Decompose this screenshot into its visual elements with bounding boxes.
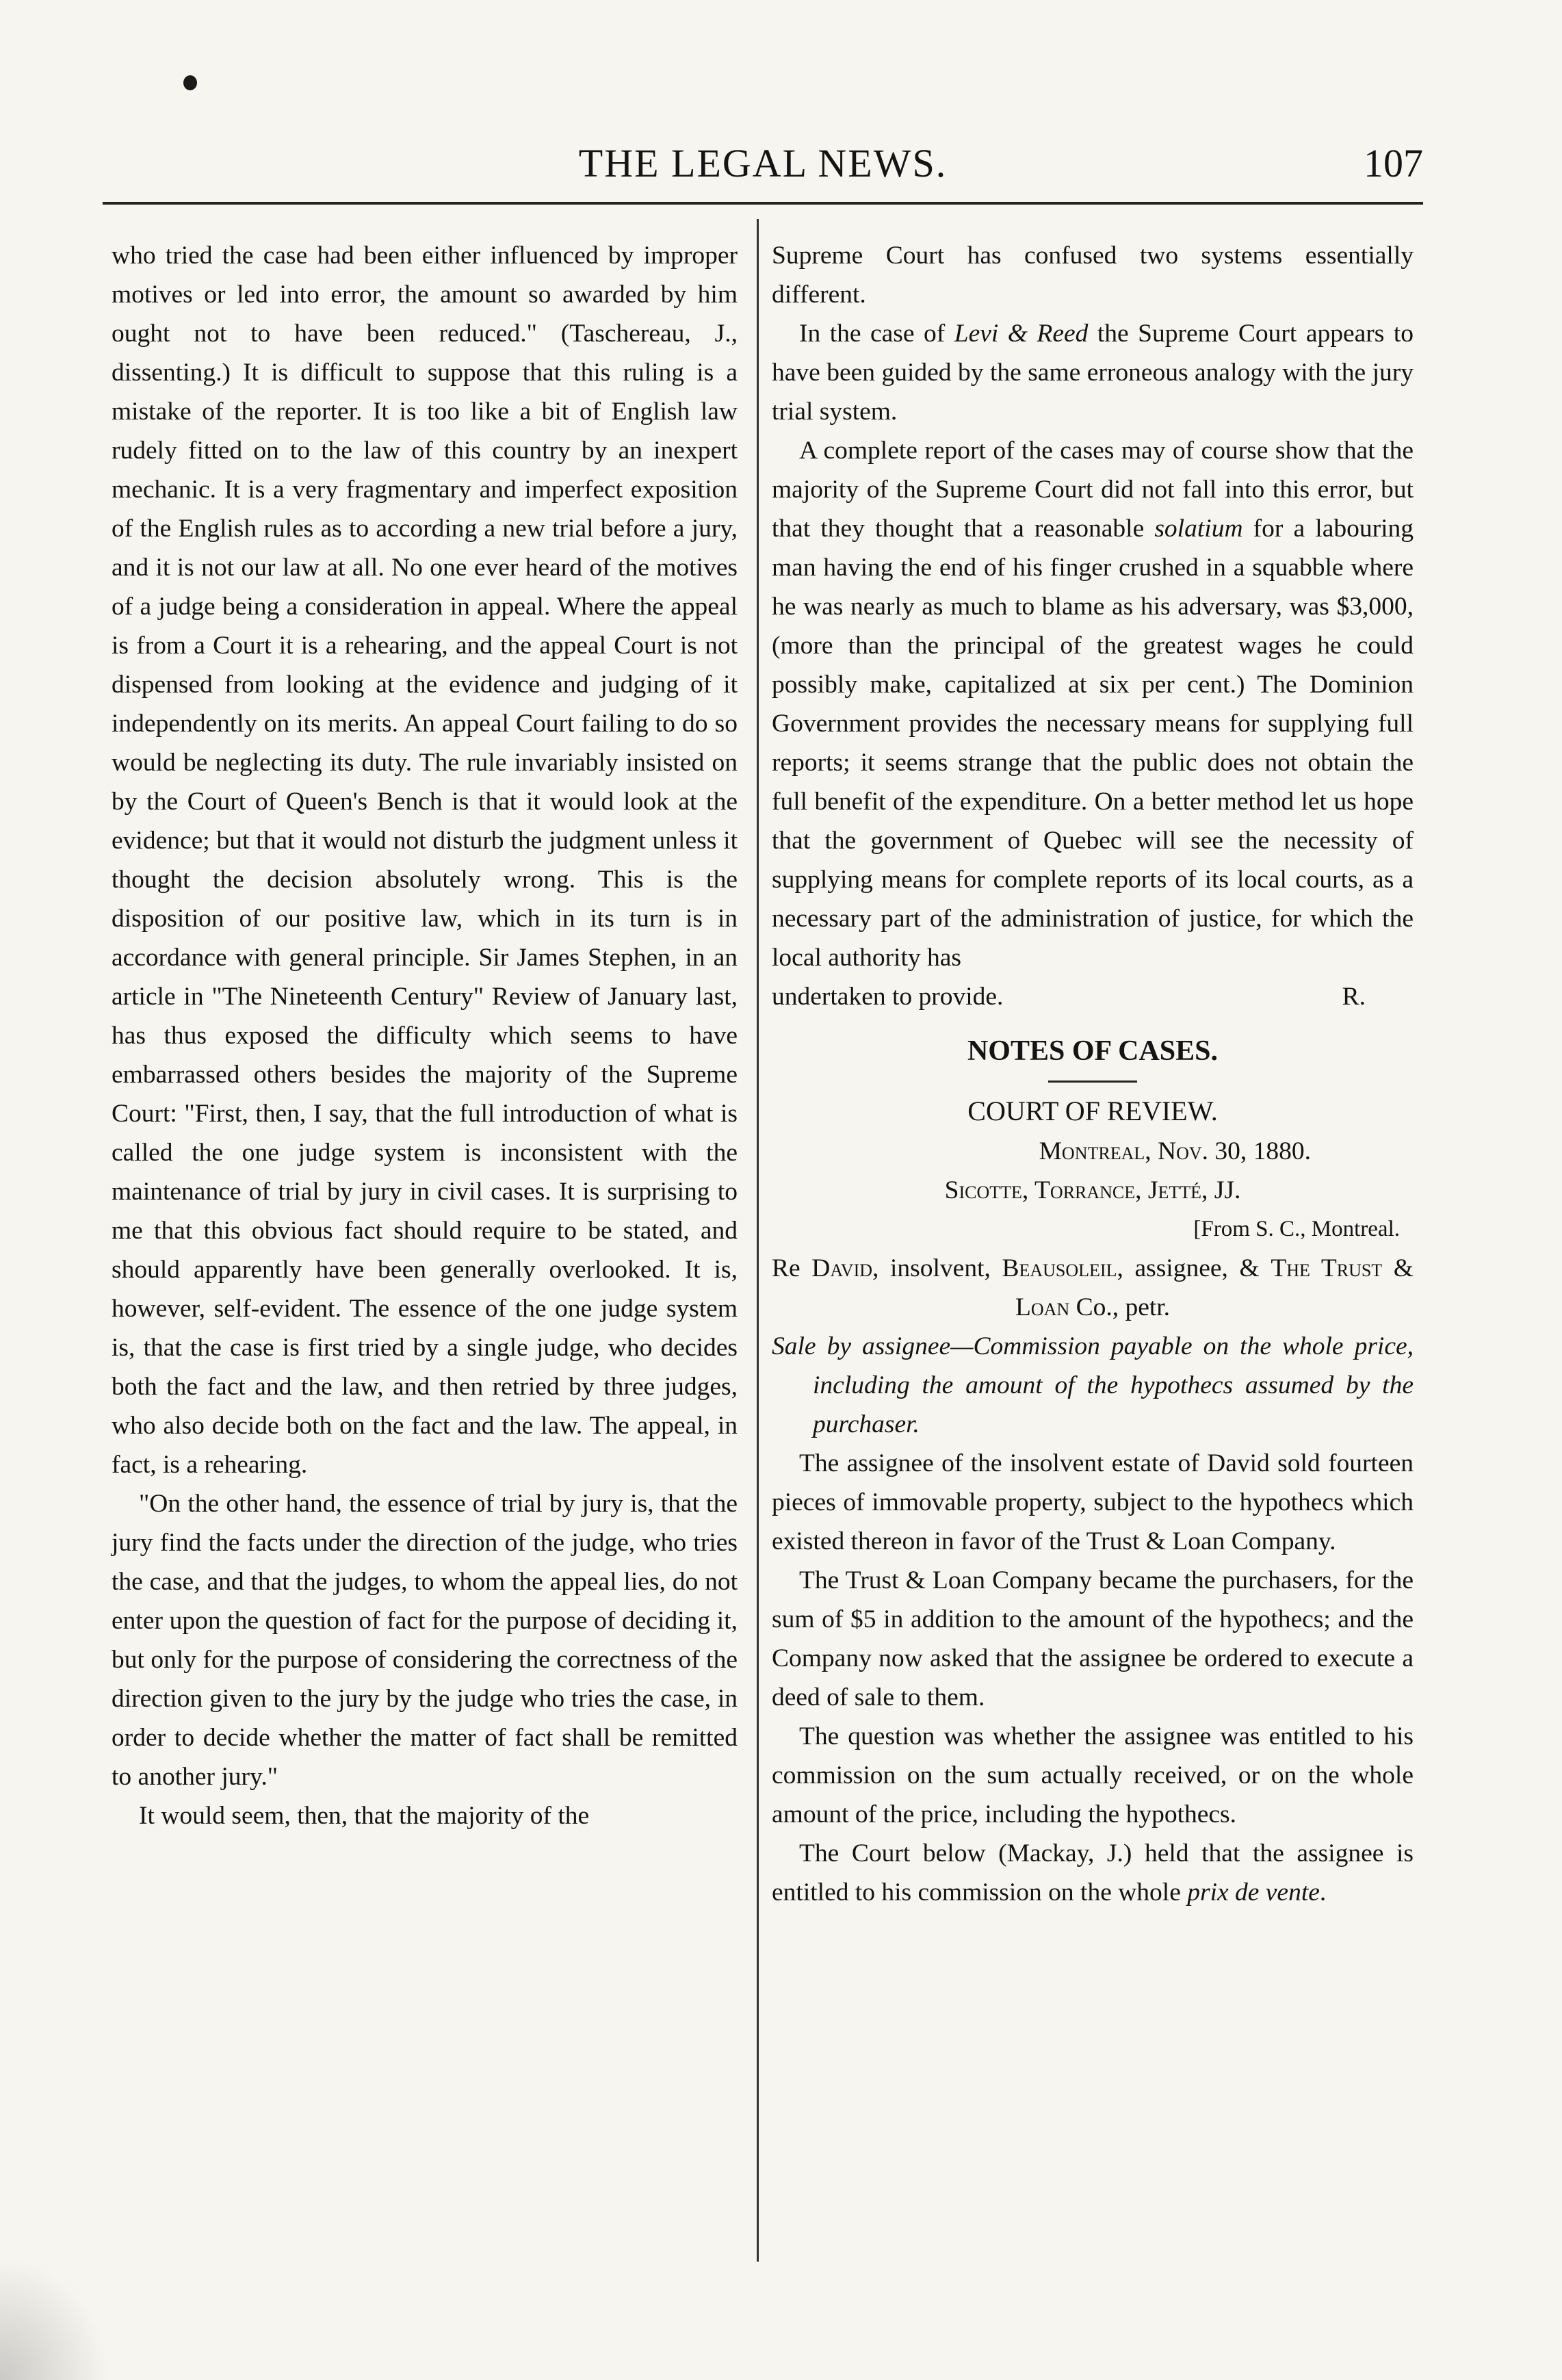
right-paragraph-5: The Trust & Loan Company became the purchasers, for the sum of $5 in addition to the amount of the hypothecs; and the Company now asked that the assignee be ordered to execute a deed of sale to them.	[772, 1566, 1414, 1711]
party-name: The Trust & Loan	[1015, 1254, 1414, 1321]
right-column	[772, 236, 1414, 1912]
header-rule	[103, 202, 1423, 205]
right-paragraph-2	[772, 314, 1414, 431]
court-name: COURT OF REVIEW.	[967, 1096, 1218, 1126]
right-paragraph-3	[772, 431, 1414, 977]
left-paragraph-2: "On the other hand, the essence of trial by jury is, that the jury find the facts under the direction of the judge, who tries the case, and that the judges, to whom the appeal lies, do not enter upon the question of fact for the purpose of deciding it, but only for the purpose of considering the correctness of the direction given to the jury by the judge who tries the case, in order to decide whether the matter of fact shall be remitted to another jury."	[112, 1490, 738, 1791]
section-rule	[1048, 1081, 1137, 1083]
left-paragraph-3: It would seem, then, that the majority of the	[139, 1802, 590, 1830]
case-citation: Levi & Reed	[954, 320, 1089, 348]
section-title: NOTES OF CASES.	[967, 1035, 1219, 1067]
judges-list: Sicotte, Torrance, Jetté, JJ.	[944, 1176, 1241, 1204]
closing-text: undertaken to provide.	[772, 983, 1004, 1011]
party-name: David	[811, 1254, 872, 1282]
right-paragraph-1: Supreme Court has confused two systems essentially different.	[772, 242, 1414, 309]
text-span: the Supreme Court appears to have been guided by the same erroneous analogy with the jury trial system.	[772, 320, 1414, 426]
text-span: A complete report of the cases may of course show that the majority of the Supreme Court did not fall into this error, but that they thought that a reasonable	[772, 437, 1414, 543]
party-name: Beausoleil	[1002, 1254, 1117, 1282]
case-date: Montreal, Nov. 30, 1880.	[1039, 1137, 1311, 1165]
journal-title: THE LEGAL NEWS.	[578, 141, 948, 185]
left-paragraph-1: who tried the case had been either influenced by improper motives or led into error, the amount so awarded by him ought not to have been reduced." (Taschereau, J., dissenting.) It is difficult to suppose that this ruling is a mistake of the reporter. It is too like a bit of English law rudely fitted on to the law of this country by an inexpert mechanic. It is a very fragmentary and imperfect exposition of the English rules as to according a new trial before a jury, and it is not our law at all. No one ever heard of the motives of a judge being a consideration in appeal. Where the appeal is from a Court it is a rehearing, and the appeal Court is not dispensed from looking at the evidence and judging of it independently on its merits. An appeal Court failing to do so would be neglecting its duty. The rule invariably insisted on by the Court of Queen's Bench is that it would look at the evidence; but that it would not disturb the judgment unless it thought the decision absolutely wrong. This is the disposition of our positive law, which in its turn is in accordance with general principle. Sir James Stephen, in an article in "The Nineteenth Century" Review of January last, has thus exposed the difficulty which seems to have embarrassed others besides the majority of the Supreme Court: "First, then, I say, that the full introduction of what is called the one judge system is inconsistent with the maintenance of trial by jury in civil cases. It is surprising to me that this obvious fact should require to be stated, and should apparently have been generally overlooked. It is, however, self-evident. The essence of the one judge system is, that the case is first tried by a single judge, who decides both the fact and the law, and then retried by three judges, who also decide both on the fact and the law. The appeal, in fact, is a rehearing.	[112, 242, 738, 1479]
signature-line	[772, 977, 1414, 1016]
right-paragraph-6: The question was whether the assignee was entitled to his commission on the sum actually received, or on the whole amount of the price, including the hypothecs.	[772, 1722, 1414, 1828]
page-header	[103, 140, 1423, 195]
ink-dot-mark	[183, 75, 197, 90]
author-signature: R.	[1342, 983, 1366, 1011]
case-headnote: Sale by assignee—Commission payable on the whole price, including the amount of the hypothecs assumed by the purchaser.	[772, 1332, 1414, 1438]
text-span: .	[1319, 1878, 1327, 1906]
text-span: Co., petr.	[1069, 1293, 1171, 1321]
origin-court: [From S. C., Montreal.	[1193, 1217, 1400, 1241]
french-term: prix de vente	[1187, 1878, 1320, 1906]
text-span: Re	[772, 1254, 812, 1282]
text-span: In the case of	[799, 320, 954, 348]
text-span: , assignee, &	[1117, 1254, 1271, 1282]
scan-shadow	[0, 2257, 109, 2380]
page-number: 107	[1364, 141, 1423, 185]
column-divider	[757, 219, 759, 2262]
latin-term: solatium	[1154, 515, 1243, 543]
text-span: , insolvent,	[872, 1254, 1002, 1282]
text-span: for a labouring man having the end of his finger crushed in a squabble where he was nearly as much to blame as his adversary, was $3,000, (more than the principal of the greatest wages he could possibly make, capitalized at six per cent.) The Dominion Government provides the necessary means for supplying full reports; it seems strange that the public does not obtain the full benefit of the expenditure. On a better method let us hope that the government of Quebec will see the necessity of supplying means for complete reports of its local courts, as a necessary part of the administration of justice, for which the local authority has	[772, 515, 1414, 972]
left-column	[112, 236, 738, 1835]
right-paragraph-4: The assignee of the insolvent estate of David sold fourteen pieces of immovable property, subject to the hypothecs which existed thereon in favor of the Trust & Loan Company.	[772, 1449, 1414, 1555]
case-title	[772, 1249, 1414, 1327]
right-paragraph-7	[772, 1834, 1414, 1912]
text-span: The Court below (Mackay, J.) held that the assignee is entitled to his commission on the whole	[772, 1839, 1414, 1906]
